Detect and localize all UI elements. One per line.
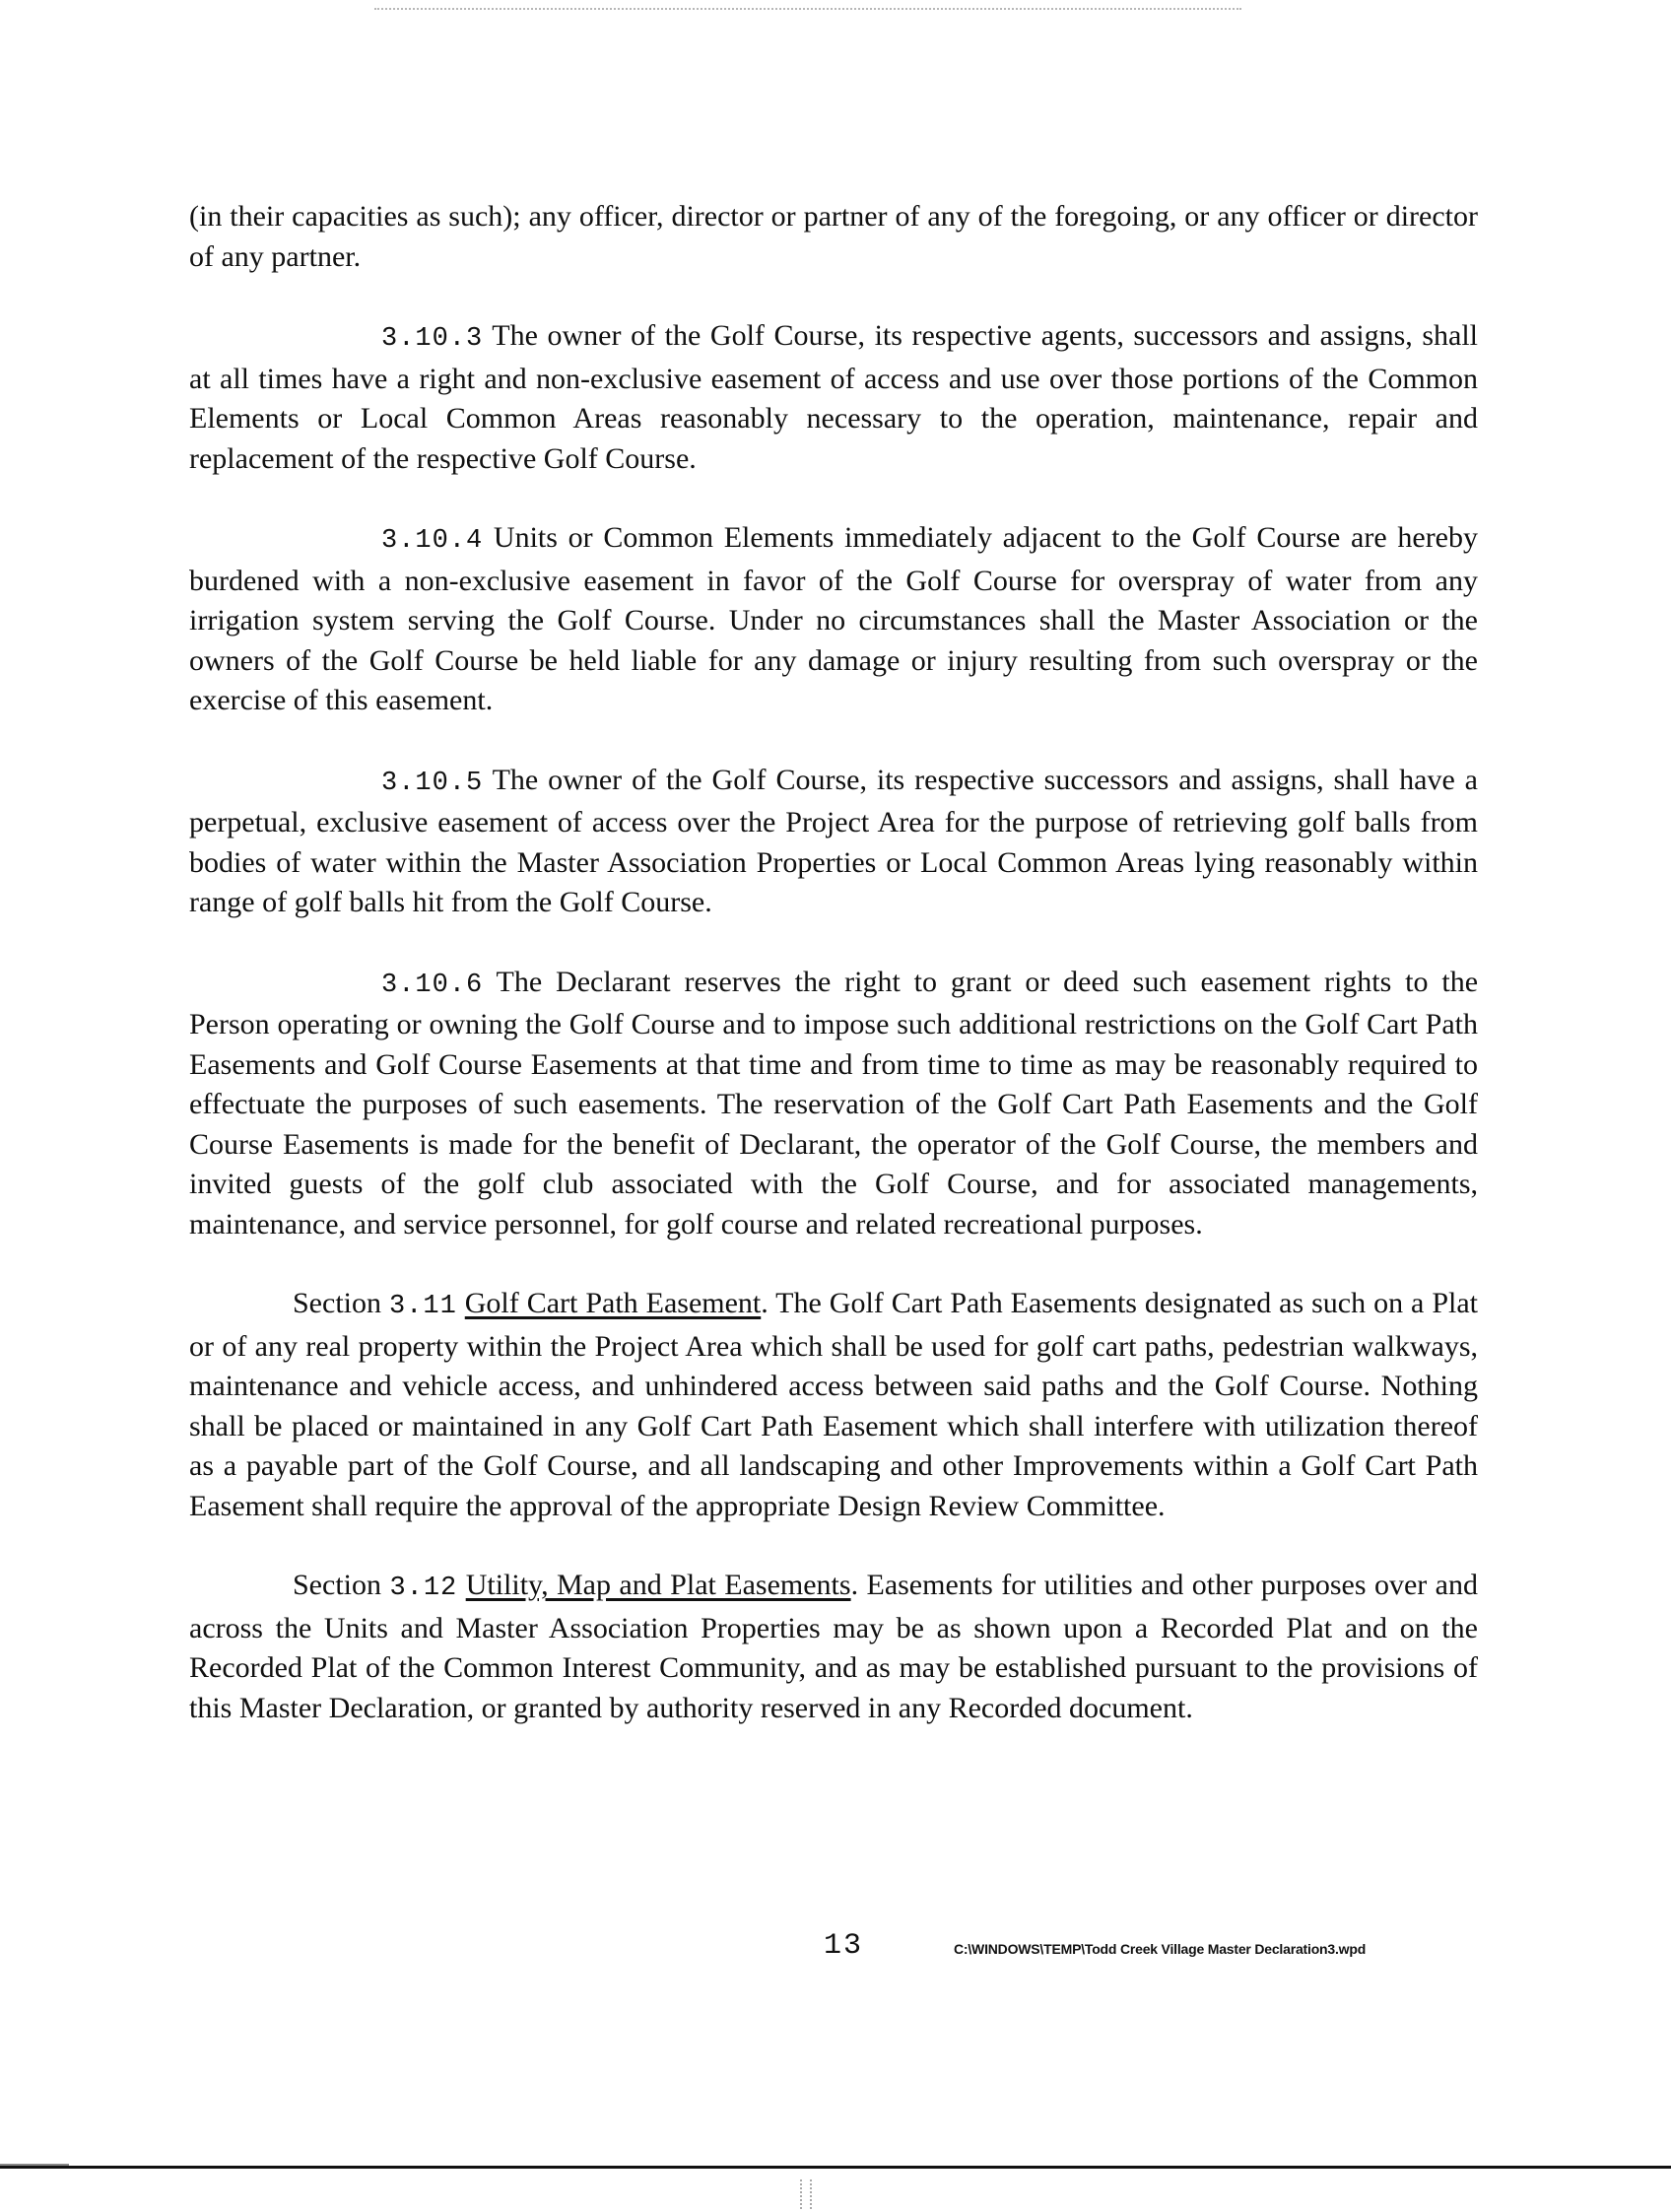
scan-artifact-tick [800,2179,802,2209]
section-3-11 [189,1284,1478,1526]
paragraph-3-10-4 [189,518,1478,721]
section-text: . Easements for utilities and other purposes over and across the Units and Master Association Properties may be as shown upon a Recorded Plat and on the Recorded Plat of the Common Interest Community, and as may be established pursuant to the provisions of this Master Declaration, or granted by authority reserved in any Recorded document. [189,1569,1478,1724]
scan-artifact-bottom-line [0,2166,1671,2169]
paragraph-continuation: (in their capacities as such); any officer, director or partner of any of the foregoing, or any officer or director of any partner. [189,200,1478,273]
scan-artifact-tick [810,2179,812,2209]
paragraph-3-10-5 [189,761,1478,923]
paragraph-3-10-3 [189,316,1478,479]
section-label: Section [293,1287,381,1319]
paragraph-number: 3.10.5 [381,768,484,798]
section-number: 3.12 [389,1574,458,1603]
section-number: 3.11 [388,1292,457,1321]
file-path: C:\WINDOWS\TEMP\Todd Creek Village Master Declaration3.wpd [954,1941,1367,1957]
section-text: . The Golf Cart Path Easements designated as such on a Plat or of any real property within the Project Area which shall be used for golf cart paths, pedestrian walkways, maintenance and vehicle access, and unhindered access between said paths and the Golf Course. Nothing shall be placed or maintained in any Golf Cart Path Easement which shall interfere with utilization thereof as a payable part of the Golf Course, and all landscaping and other Improvements within a Golf Cart Path Easement shall require the approval of the appropriate Design Review Committee. [189,1287,1479,1522]
paragraph-number: 3.10.4 [381,526,484,556]
section-label: Section [293,1569,381,1601]
paragraph-number: 3.10.6 [381,970,484,1000]
paragraph-text: Units or Common Elements immediately adjacent to the Golf Course are hereby burdened with a non-exclusive easement in favor of the Golf Course for overspray of water from any irrigation system serving the Golf Course. Under no circumstances shall the Master Association or the owners of the Golf Course be held liable for any damage or injury resulting from such overspray or the exercise of this easement. [189,521,1478,716]
document-body [189,197,1478,1768]
section-3-12 [189,1566,1478,1728]
section-title: Utility, Map and Plat Easements [465,1569,851,1601]
section-title: Golf Cart Path Easement [464,1287,762,1319]
page-number: 13 [824,1929,864,1963]
scan-artifact-top [374,8,1241,13]
paragraph-text: The owner of the Golf Course, its respective agents, successors and assigns, shall at all times have a right and non-exclusive easement of access and use over those portions of the Common Elements or Local Common Areas reasonably necessary to the operation, maintenance, repair and replacement of the respective Golf Course. [189,319,1478,475]
paragraph-text: The owner of the Golf Course, its respective successors and assigns, shall have a perpetual, exclusive easement of access over the Project Area for the purpose of retrieving golf balls from bodies of water within the Master Association Properties or Local Common Areas lying reasonably within range of golf balls hit from the Golf Course. [189,763,1478,918]
paragraph-3-10-6 [189,963,1478,1245]
paragraph-text: The Declarant reserves the right to grant or deed such easement rights to the Person operating or owning the Golf Course and to impose such additional restrictions on the Golf Cart Path Easements and Golf Course Easements at that time and from time to time as may be reasonably required to effectuate the purposes of such easements. The reservation of the Golf Cart Path Easements and the Golf Course Easements is made for the benefit of Declarant, the operator of the Golf Course, the members and invited guests of the golf club associated with the Golf Course, and for associated managements, maintenance, and service personnel, for golf course and related recreational purposes. [189,965,1479,1240]
paragraph-number: 3.10.3 [381,324,484,354]
